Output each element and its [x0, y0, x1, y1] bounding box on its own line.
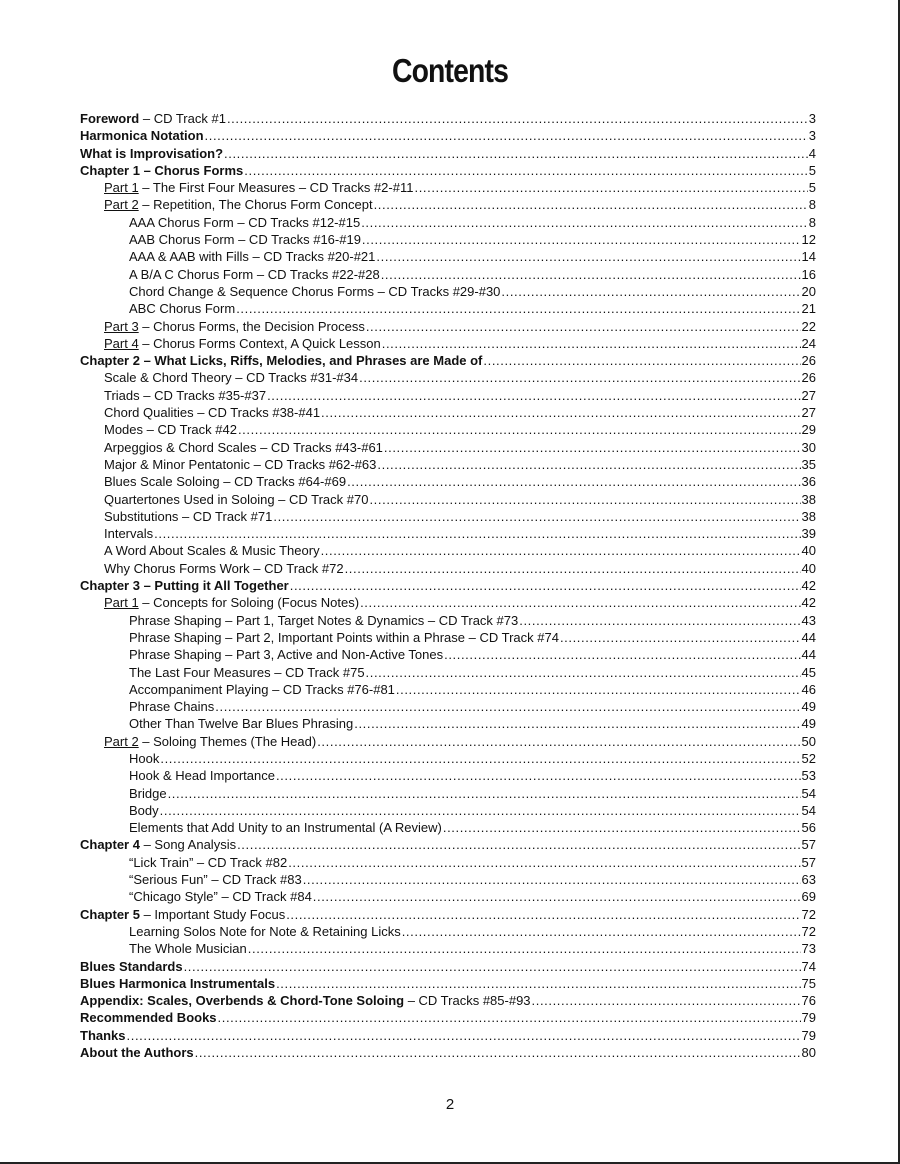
toc-entry-title: [129, 231, 361, 248]
toc-page-number: 79: [801, 1027, 816, 1043]
dot-leader: [313, 888, 801, 905]
toc-entry[interactable]: [80, 560, 816, 577]
toc-page-number: 16: [801, 266, 816, 282]
toc-page-number: 63: [801, 872, 816, 888]
toc-entry-text: Hook & Head Importance: [129, 768, 275, 784]
toc-entry-part-label: Part 4: [104, 335, 139, 351]
dot-leader: [227, 110, 808, 127]
toc-entry-title: [104, 404, 320, 421]
toc-entry-text: Body: [129, 802, 159, 818]
toc-entry-title: [104, 456, 376, 473]
dot-leader: [237, 836, 800, 853]
toc-entry-title: [129, 283, 500, 300]
toc-page-number: 40: [801, 543, 816, 559]
dot-leader: [276, 767, 801, 784]
dot-leader: [359, 369, 800, 386]
dot-leader: [244, 162, 808, 179]
dot-leader: [317, 733, 800, 750]
toc-entry[interactable]: [80, 335, 816, 352]
toc-entry[interactable]: [80, 231, 816, 248]
toc-entry-text: AAA Chorus Form – CD Tracks #12-#15: [129, 214, 361, 230]
toc-entry[interactable]: [80, 1044, 816, 1061]
toc-entry[interactable]: [80, 369, 816, 386]
toc-entry-text: Hook: [129, 750, 160, 766]
toc-entry-title: [104, 733, 316, 750]
toc-entry[interactable]: [80, 1027, 816, 1044]
dot-leader: [402, 923, 801, 940]
toc-entry-title: [80, 145, 223, 162]
toc-page-number: 5: [808, 180, 816, 196]
toc-entry-title: [104, 421, 237, 438]
toc-entry[interactable]: [80, 473, 816, 490]
toc-entry-bold-text: Chapter 4: [80, 837, 140, 853]
toc-page-number: 57: [801, 854, 816, 870]
toc-entry[interactable]: [80, 664, 816, 681]
toc-page-number: 53: [801, 768, 816, 784]
toc-page-number: 54: [801, 785, 816, 801]
toc-entry-title: [129, 681, 395, 698]
toc-entry[interactable]: [80, 871, 816, 888]
dot-leader: [215, 698, 800, 715]
dot-leader: [560, 629, 801, 646]
toc-entry-text: – Repetition, The Chorus Form Concept: [138, 197, 373, 213]
toc-entry-bold-text: Chapter 1 – Chorus Forms: [80, 162, 244, 178]
dot-leader: [288, 854, 800, 871]
toc-page-number: 49: [801, 716, 816, 732]
toc-entry-text: Phrase Shaping – Part 1, Target Notes & Dynamics – CD Track #73: [129, 612, 519, 628]
dot-leader: [444, 646, 800, 663]
toc-entry-part-label: Part 2: [104, 197, 139, 213]
dot-leader: [160, 750, 800, 767]
toc-entry-title: [104, 491, 368, 508]
dot-leader: [238, 421, 801, 438]
toc-entry-text: – Song Analysis: [139, 837, 237, 853]
toc-page-number: 69: [801, 889, 816, 905]
toc-entry-text: – CD Track #1: [139, 111, 226, 126]
toc-entry-text: Phrase Shaping – Part 3, Active and Non-Active Tones: [129, 647, 444, 663]
toc-entry[interactable]: [80, 266, 816, 283]
toc-entry-title: [80, 1027, 126, 1044]
page-title: Contents: [391, 52, 509, 89]
toc-entry[interactable]: [80, 767, 816, 784]
toc-entry-title: [80, 162, 243, 179]
toc-page-number: 36: [801, 474, 816, 490]
toc-entry-text: Quartertones Used in Soloing – CD Track #70: [104, 491, 369, 507]
toc-page-number: 46: [801, 681, 816, 697]
dot-leader: [361, 214, 808, 231]
dot-leader: [501, 283, 800, 300]
dot-leader: [382, 335, 801, 352]
toc-entry[interactable]: [80, 318, 816, 335]
dot-leader: [369, 491, 800, 508]
toc-entry[interactable]: [80, 612, 816, 629]
dot-leader: [286, 906, 800, 923]
toc-entry[interactable]: [80, 923, 816, 940]
toc-entry-title: [80, 975, 275, 992]
dot-leader: [384, 439, 801, 456]
dot-leader: [127, 1027, 801, 1044]
toc-entry[interactable]: [80, 404, 816, 421]
toc-entry-text: AAA & AAB with Fills – CD Tracks #20-#21: [129, 249, 376, 265]
toc-entry-text: ABC Chorus Form: [129, 301, 236, 317]
toc-entry-title: [129, 767, 275, 784]
toc-entry-text: Chord Change & Sequence Chorus Forms – CD Tracks #29-#30: [129, 283, 501, 299]
toc-entry-title: [129, 819, 442, 836]
toc-entry-text: Chord Qualities – CD Tracks #38-#41: [104, 405, 321, 421]
toc-page-number: 39: [801, 526, 816, 542]
toc-entry[interactable]: [80, 646, 816, 663]
toc-entry[interactable]: [80, 819, 816, 836]
toc-page-number: 72: [801, 906, 816, 922]
toc-entry-title: [104, 473, 346, 490]
dot-leader: [267, 387, 800, 404]
toc-entry-title: [129, 715, 353, 732]
toc-page-number: 22: [801, 318, 816, 334]
toc-page-number: 8: [808, 197, 816, 213]
toc-page-number: 74: [801, 958, 816, 974]
toc-page-number: 24: [801, 335, 816, 351]
toc-entry-bold-text: Harmonica Notation: [80, 128, 204, 144]
toc-page-number: 56: [801, 820, 816, 836]
toc-page-number: 42: [801, 578, 816, 594]
dot-leader: [396, 681, 801, 698]
toc-entry-text: A B/A C Chorus Form – CD Tracks #22-#28: [129, 266, 380, 282]
toc-entry-text: A Word About Scales & Music Theory: [104, 543, 320, 559]
toc-page-number: 57: [801, 837, 816, 853]
dot-leader: [414, 179, 807, 196]
dot-leader: [321, 542, 801, 559]
toc-entry-text: Scale & Chord Theory – CD Tracks #31-#34: [104, 370, 359, 386]
toc-entry-title: [104, 369, 358, 386]
dot-leader: [168, 785, 801, 802]
toc-entry[interactable]: [80, 542, 816, 559]
toc-entry-title: [129, 698, 214, 715]
toc-entry-title: [129, 248, 375, 265]
toc-entry-title: [129, 888, 312, 905]
dot-leader: [321, 404, 800, 421]
toc-page-number: 35: [801, 456, 816, 472]
toc-entry[interactable]: [80, 248, 816, 265]
toc-entry-part-label: Part 1: [104, 180, 139, 196]
dot-leader: [443, 819, 801, 836]
toc-entry-part-label: Part 1: [104, 595, 139, 611]
toc-entry[interactable]: [80, 940, 816, 957]
toc-entry-text: – Chorus Forms, the Decision Process: [138, 318, 365, 334]
toc-page-number: 20: [801, 283, 816, 299]
dot-leader: [362, 231, 801, 248]
dot-leader: [248, 940, 801, 957]
toc-entry-title: [80, 906, 285, 923]
toc-entry-title: [129, 214, 360, 231]
toc-entry[interactable]: [80, 196, 816, 213]
toc-page-number: 49: [801, 699, 816, 715]
toc-page-number: 40: [801, 560, 816, 576]
toc-entry[interactable]: [80, 888, 816, 905]
toc-page-number: 5: [808, 162, 816, 178]
toc-entry[interactable]: [80, 110, 816, 127]
toc-page-number: 29: [801, 422, 816, 438]
toc-entry-title: [129, 940, 247, 957]
toc-entry-text: Why Chorus Forms Work – CD Track #72: [104, 560, 344, 576]
dot-leader: [290, 577, 801, 594]
toc-entry-title: [129, 923, 401, 940]
toc-entry-bold-text: What is Improvisation?: [80, 145, 224, 161]
toc-entry-text: “Lick Train” – CD Track #82: [129, 854, 288, 870]
toc-page-number: 76: [801, 993, 816, 1009]
toc-entry[interactable]: [80, 387, 816, 404]
toc-entry[interactable]: [80, 958, 816, 975]
toc-entry-text: – Chorus Forms Context, A Quick Lesson: [138, 335, 381, 351]
dot-leader: [366, 318, 801, 335]
toc-entry[interactable]: [80, 594, 816, 611]
toc-entry-title: [129, 300, 235, 317]
toc-entry[interactable]: [80, 214, 816, 231]
toc-entry-text: AAB Chorus Form – CD Tracks #16-#19: [129, 232, 361, 248]
toc-page-number: 45: [801, 664, 816, 680]
toc-entry-bold-text: Blues Standards: [80, 958, 183, 974]
toc-entry-bold-text: Blues Harmonica Instrumentals: [80, 975, 276, 991]
toc-entry-text: Substitutions – CD Track #71: [104, 508, 273, 524]
toc-entry[interactable]: [80, 508, 816, 525]
toc-entry-text: Major & Minor Pentatonic – CD Tracks #62-#63: [104, 456, 377, 472]
toc-entry-text: Intervals: [104, 526, 154, 542]
dot-leader: [360, 594, 800, 611]
toc-entry-title: [104, 196, 373, 213]
toc-page-number: 75: [801, 975, 816, 991]
dot-leader: [483, 352, 800, 369]
toc-page-number: 72: [801, 923, 816, 939]
toc-entry-text: – Important Study Focus: [139, 906, 286, 922]
toc-page-number: 54: [801, 802, 816, 818]
toc-entry-title: [80, 1009, 217, 1026]
toc-page-number: 26: [801, 370, 816, 386]
toc-entry-bold-text: Thanks: [80, 1027, 126, 1043]
toc-page-number: 50: [801, 733, 816, 749]
toc-entry-title: [104, 439, 383, 456]
toc-entry-text: The Whole Musician: [129, 941, 247, 957]
toc-entry-title: [104, 560, 344, 577]
toc-page-number: 38: [801, 491, 816, 507]
toc-entry-bold-text: Chapter 2 – What Licks, Riffs, Melodies, and Phrases are Made of: [80, 353, 483, 369]
dot-leader: [303, 871, 801, 888]
toc-page-number: 27: [801, 387, 816, 403]
toc-page-number: 30: [801, 439, 816, 455]
toc-page-number: 3: [808, 128, 816, 144]
toc-entry-title: [104, 179, 413, 196]
toc-page-number: 80: [801, 1045, 816, 1061]
toc-entry-title: [104, 387, 266, 404]
toc-entry-title: [104, 508, 272, 525]
toc-page-number: 26: [801, 353, 816, 369]
toc-entry[interactable]: [80, 352, 816, 369]
toc-entry[interactable]: [80, 421, 816, 438]
toc-entry-title: [129, 612, 518, 629]
toc-entry-title: [129, 664, 365, 681]
toc-entry-bold-text: Foreword: [80, 111, 140, 126]
toc-entry[interactable]: [80, 283, 816, 300]
toc-entry-bold-text: Recommended Books: [80, 1010, 217, 1026]
toc-page-number: 8: [808, 214, 816, 230]
toc-entry-title: [104, 318, 365, 335]
toc-entry-text: – CD Tracks #85-#93: [404, 993, 531, 1009]
dot-leader: [519, 612, 800, 629]
dot-leader: [347, 473, 800, 490]
dot-leader: [195, 1044, 801, 1061]
toc-entry-title: [129, 646, 443, 663]
toc-entry[interactable]: [80, 681, 816, 698]
toc-entry-text: Phrase Chains: [129, 699, 215, 715]
toc-entry[interactable]: [80, 1009, 816, 1026]
toc-page-number: 73: [801, 941, 816, 957]
toc-entry-title: [129, 802, 159, 819]
toc-entry[interactable]: [80, 733, 816, 750]
toc-entry[interactable]: [80, 785, 816, 802]
toc-entry-bold-text: Chapter 5: [80, 906, 140, 922]
toc-page-number: 14: [801, 249, 816, 265]
dot-leader: [377, 456, 800, 473]
table-of-contents: [80, 110, 816, 1061]
toc-entry-title: [104, 542, 320, 559]
dot-leader: [381, 266, 801, 283]
dot-leader: [532, 992, 801, 1009]
toc-entry-text: – Soloing Themes (The Head): [138, 733, 317, 749]
dot-leader: [276, 975, 800, 992]
toc-entry-text: “Chicago Style” – CD Track #84: [129, 889, 312, 905]
toc-entry[interactable]: [80, 456, 816, 473]
toc-entry-title: [80, 110, 226, 127]
toc-entry-text: Blues Scale Soloing – CD Tracks #64-#69: [104, 474, 347, 490]
toc-entry-text: – Concepts for Soloing (Focus Notes): [138, 595, 360, 611]
toc-page-number: 43: [801, 612, 816, 628]
toc-entry[interactable]: [80, 577, 816, 594]
toc-entry-text: “Serious Fun” – CD Track #83: [129, 872, 302, 888]
dot-leader: [374, 196, 808, 213]
dot-leader: [218, 1009, 801, 1026]
toc-entry-part-label: Part 2: [104, 733, 139, 749]
toc-page-number: 79: [801, 1010, 816, 1026]
toc-entry[interactable]: [80, 629, 816, 646]
toc-entry[interactable]: [80, 439, 816, 456]
toc-entry-title: [80, 127, 204, 144]
toc-entry-title: [129, 854, 287, 871]
toc-entry-title: [80, 836, 236, 853]
toc-page-number: 3: [808, 111, 816, 126]
toc-page-number: 44: [801, 629, 816, 645]
toc-page-number: 38: [801, 508, 816, 524]
toc-entry[interactable]: [80, 992, 816, 1009]
dot-leader: [236, 300, 800, 317]
toc-page-number: 4: [808, 145, 816, 161]
dot-leader: [205, 127, 808, 144]
toc-entry[interactable]: [80, 975, 816, 992]
dot-leader: [354, 715, 800, 732]
toc-entry-text: Modes – CD Track #42: [104, 422, 237, 438]
toc-entry[interactable]: [80, 179, 816, 196]
dot-leader: [273, 508, 800, 525]
toc-entry-text: Phrase Shaping – Part 2, Important Points within a Phrase – CD Track #74: [129, 629, 559, 645]
toc-entry-title: [104, 525, 153, 542]
toc-entry[interactable]: [80, 715, 816, 732]
toc-entry-title: [80, 958, 183, 975]
dot-leader: [160, 802, 801, 819]
toc-page-number: 21: [801, 301, 816, 317]
toc-entry-text: Elements that Add Unity to an Instrumental (A Review): [129, 820, 442, 836]
toc-entry-text: Accompaniment Playing – CD Tracks #76-#81: [129, 681, 395, 697]
toc-entry[interactable]: [80, 854, 816, 871]
dot-leader: [345, 560, 801, 577]
toc-entry-title: [80, 577, 289, 594]
toc-entry[interactable]: [80, 162, 816, 179]
toc-entry-title: [80, 1044, 194, 1061]
toc-page-number: 27: [801, 405, 816, 421]
toc-entry[interactable]: [80, 127, 816, 144]
toc-entry-text: Bridge: [129, 785, 167, 801]
toc-entry-title: [129, 785, 167, 802]
toc-entry-text: The Last Four Measures – CD Track #75: [129, 664, 365, 680]
toc-entry-title: [129, 629, 559, 646]
toc-entry[interactable]: [80, 300, 816, 317]
toc-entry-title: [129, 871, 302, 888]
toc-page-number: 12: [801, 232, 816, 248]
toc-entry-title: [80, 992, 531, 1009]
toc-entry-text: Learning Solos Note for Note & Retaining Licks: [129, 923, 401, 939]
page-number: 2: [445, 1096, 455, 1113]
toc-entry-text: Triads – CD Tracks #35-#37: [104, 387, 267, 403]
toc-entry-title: [129, 266, 380, 283]
toc-entry[interactable]: [80, 750, 816, 767]
dot-leader: [184, 958, 801, 975]
toc-entry-part-label: Part 3: [104, 318, 139, 334]
dot-leader: [224, 145, 808, 162]
toc-entry[interactable]: [80, 525, 816, 542]
dot-leader: [154, 525, 800, 542]
toc-entry[interactable]: [80, 836, 816, 853]
toc-entry-bold-text: About the Authors: [80, 1045, 194, 1061]
toc-page-number: 42: [801, 595, 816, 611]
dot-leader: [376, 248, 800, 265]
toc-page-number: 44: [801, 647, 816, 663]
toc-entry-text: – The First Four Measures – CD Tracks #2-#11: [138, 180, 414, 196]
toc-entry[interactable]: [80, 906, 816, 923]
toc-entry[interactable]: [80, 491, 816, 508]
toc-entry-title: [80, 352, 482, 369]
toc-entry[interactable]: [80, 698, 816, 715]
toc-entry-bold-text: Chapter 3 – Putting it All Together: [80, 578, 289, 594]
toc-entry[interactable]: [80, 145, 816, 162]
toc-entry-title: [104, 335, 381, 352]
toc-entry-title: [104, 594, 359, 611]
toc-entry-bold-text: Appendix: Scales, Overbends & Chord-Tone Soloing: [80, 993, 405, 1009]
toc-entry-title: [129, 750, 159, 767]
dot-leader: [366, 664, 801, 681]
toc-page-number: 52: [801, 750, 816, 766]
toc-entry-text: Other Than Twelve Bar Blues Phrasing: [129, 716, 354, 732]
toc-entry[interactable]: [80, 802, 816, 819]
toc-entry-text: Arpeggios & Chord Scales – CD Tracks #43-#61: [104, 439, 383, 455]
